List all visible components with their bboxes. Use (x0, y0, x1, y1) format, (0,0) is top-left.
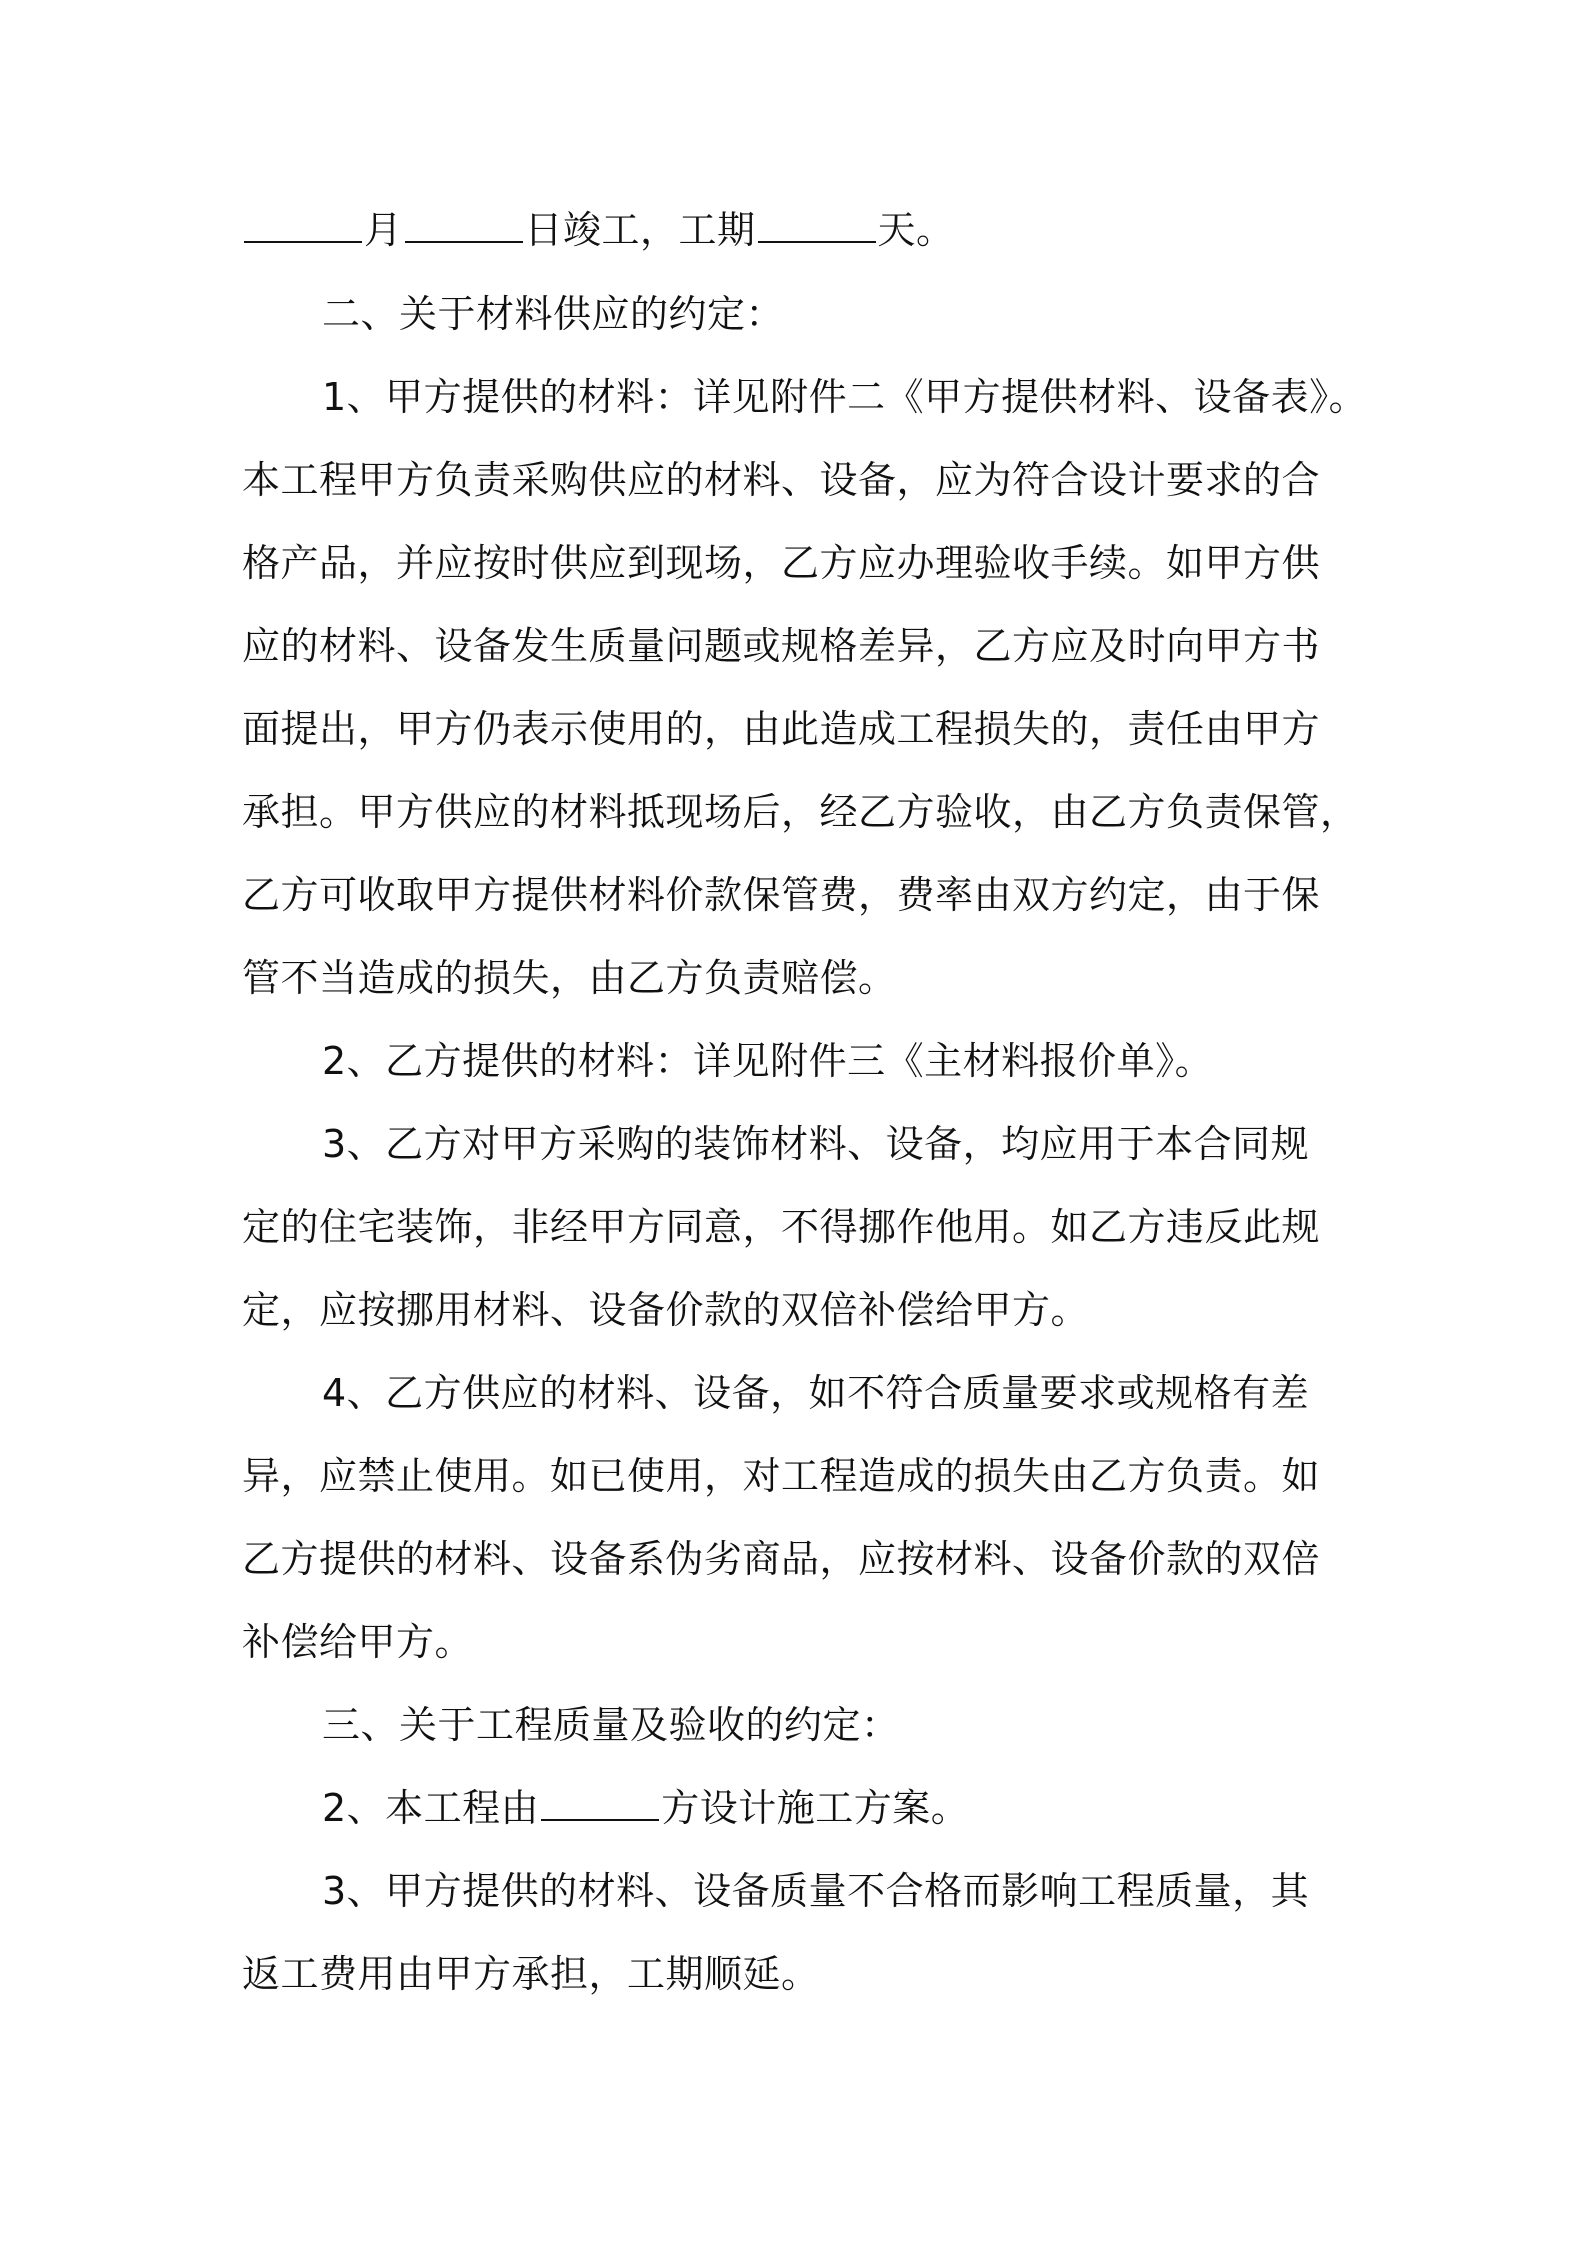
text-line-design-party (322, 1784, 1442, 1832)
section-heading-quality: 三、关于工程质量及验收的约定： (322, 1703, 900, 1747)
paragraph-line: 面提出，甲方仍表示使用的，由此造成工程损失的，责任由甲方 (242, 707, 1321, 751)
paragraph-line: 格产品，并应按时供应到现场，乙方应办理验收手续。如甲方供 (242, 541, 1321, 585)
paragraph-line: 返工费用由甲方承担，工期顺延。 (242, 1952, 820, 1996)
paragraph-line: 异，应禁止使用。如已使用，对工程造成的损失由乙方负责。如 (242, 1454, 1321, 1498)
fill-in-blank-party (541, 1789, 659, 1821)
paragraph-line: 管不当造成的损失，由乙方负责赔偿。 (242, 956, 897, 1000)
text-segment: 月 (364, 208, 403, 252)
paragraph-line: 乙方可收取甲方提供材料价款保管费，费率由双方约定，由于保 (242, 873, 1321, 917)
paragraph-line: 4、乙方供应的材料、设备，如不符合质量要求或规格有差 (322, 1371, 1310, 1415)
paragraph-line: 乙方提供的材料、设备系伪劣商品，应按材料、设备价款的双倍 (242, 1537, 1321, 1581)
paragraph-line: 3、甲方提供的材料、设备质量不合格而影响工程质量，其 (322, 1869, 1310, 1913)
paragraph-line: 应的材料、设备发生质量问题或规格差异，乙方应及时向甲方书 (242, 624, 1321, 668)
section-heading-materials: 二、关于材料供应的约定： (322, 292, 785, 336)
text-segment: 日竣工，工期 (524, 208, 756, 252)
paragraph-line: 承担。甲方供应的材料抵现场后，经乙方验收，由乙方负责保管， (242, 790, 1359, 834)
fill-in-blank-duration (758, 211, 876, 243)
paragraph-line: 1、甲方提供的材料：详见附件二《甲方提供材料、设备表》。 (322, 375, 1368, 419)
paragraph-line: 补偿给甲方。 (242, 1620, 474, 1664)
text-segment: 方设计施工方案。 (661, 1786, 970, 1830)
paragraph-line: 3、乙方对甲方采购的装饰材料、设备，均应用于本合同规 (322, 1122, 1310, 1166)
text-line-completion-date (242, 206, 1362, 254)
fill-in-blank-day (405, 211, 523, 243)
text-segment: 2、本工程由 (322, 1786, 540, 1830)
paragraph-line: 定，应按挪用材料、设备价款的双倍补偿给甲方。 (242, 1288, 1090, 1332)
paragraph-line: 2、乙方提供的材料：详见附件三《主材料报价单》。 (322, 1039, 1214, 1083)
fill-in-blank-month (244, 211, 362, 243)
paragraph-line: 本工程甲方负责采购供应的材料、设备，应为符合设计要求的合 (242, 458, 1321, 502)
text-segment: 天。 (877, 208, 955, 252)
paragraph-line: 定的住宅装饰，非经甲方同意，不得挪作他用。如乙方违反此规 (242, 1205, 1321, 1249)
